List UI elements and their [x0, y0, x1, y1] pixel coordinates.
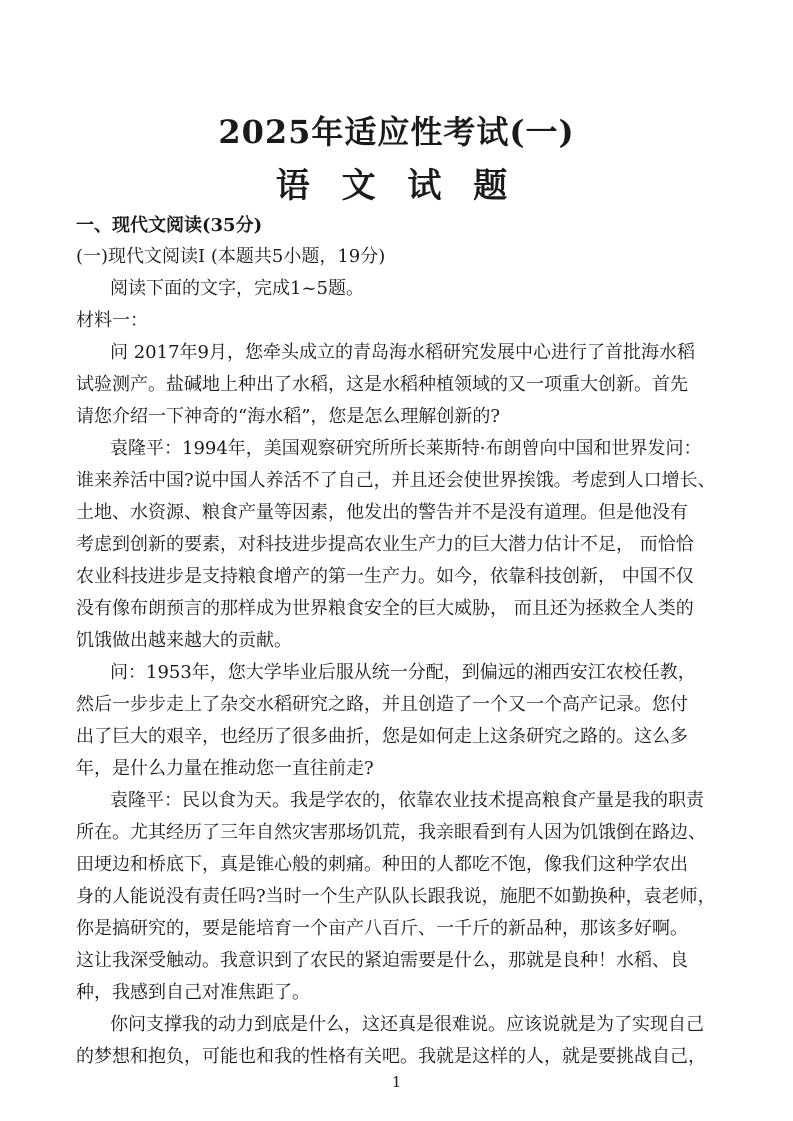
paragraph-line: 你是搞研究的，要是能培育一个亩产八百斤、一千斤的新品种，那该多好啊。 [76, 918, 688, 939]
paragraph-line: 的梦想和抱负，可能也和我的性格有关吧。我就是这样的人，就是要挑战自己， [76, 1046, 706, 1067]
paragraph-line: 年，是什么力量在推动您一直往前走? [76, 758, 374, 779]
paragraph-line: 你问支撑我的动力到底是什么，这还真是很难说。应该说就是为了实现自己 [110, 1014, 704, 1035]
paragraph-line: 出了巨大的艰辛，也经历了很多曲折，您是如何走上这条研究之路的。这么多 [76, 726, 688, 747]
paragraph-line: 没有像布朗预言的那样成为世界粮食安全的巨大威胁， 而且还为拯救全人类的 [76, 598, 694, 619]
paragraph-line: 问 2017年9月，您牵头成立的青岛海水稻研究发展中心进行了首批海水稻 [110, 342, 695, 363]
paragraph-line: 然后一步步走上了杂交水稻研究之路，并且创造了一个又一个高产记录。您付 [76, 694, 688, 715]
section-subheading: (一)现代文阅读I (本题共5小题，19分) [76, 246, 386, 267]
paragraph-line: 田埂边和桥底下，真是锥心般的刺痛。种田的人都吃不饱，像我们这种学农出 [76, 854, 688, 875]
paragraph-line: 饥饿做出越来越大的贡献。 [76, 630, 292, 651]
paragraph-line: 种，我感到自己对准焦距了。 [76, 982, 310, 1003]
material-label: 材料一： [76, 310, 148, 331]
paragraph-line: 身的人能说没有责任吗?当时一个生产队队长跟我说，施肥不如勤换种，袁老师， [76, 886, 716, 907]
section-heading: 一、现代文阅读(35分) [76, 215, 263, 236]
paragraph-line: 土地、水资源、粮食产量等因素，他发出的警告并不是没有道理。但是他没有 [76, 502, 688, 523]
paragraph-line: 袁隆平：1994年，美国观察研究所所长莱斯特·布朗曾向中国和世界发问： [110, 438, 702, 459]
paragraph-line: 考虑到创新的要素，对科技进步提高农业生产力的巨大潜力估计不足， 而恰恰 [76, 534, 694, 555]
paragraph-line: 袁隆平：民以食为天。我是学农的，依靠农业技术提高粮食产量是我的职责 [110, 790, 704, 811]
reading-instruction: 阅读下面的文字，完成1~5题。 [110, 278, 364, 299]
paragraph-line: 这让我深受触动。我意识到了农民的紧迫需要是什么，那就是良种！水稻、良 [76, 950, 688, 971]
subject-title: 语 文 试 题 [275, 166, 518, 206]
paragraph-line: 所在。尤其经历了三年自然灾害那场饥荒，我亲眼看到有人因为饥饿倒在路边、 [76, 822, 706, 843]
paragraph-line: 试验测产。盐碱地上种出了水稻，这是水稻种植领域的又一项重大创新。首先 [76, 374, 688, 395]
paragraph-line: 谁来养活中国?说中国人养活不了自己，并且还会使世界挨饿。考虑到人口增长、 [76, 470, 716, 491]
paragraph-line: 请您介绍一下神奇的“海水稻”，您是怎么理解创新的? [76, 406, 501, 427]
paragraph-line: 农业科技进步是支持粮食增产的第一生产力。如今，依靠科技创新， 中国不仅 [76, 566, 694, 587]
exam-title: 2025年适应性考试(一) [218, 113, 575, 151]
paragraph-line: 问：1953年，您大学毕业后服从统一分配，到偏远的湘西安江农校任教， [110, 662, 696, 683]
page-number: 1 [391, 1073, 402, 1091]
